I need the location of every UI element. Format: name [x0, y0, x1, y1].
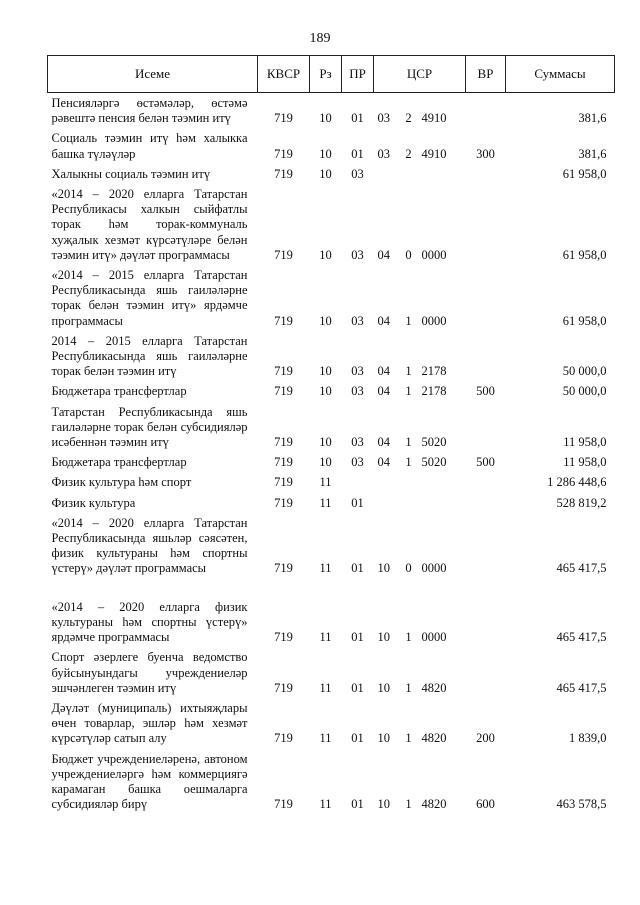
budget-table: [47, 55, 615, 814]
row-name: Халыкны социаль тәэмин итү: [51, 166, 211, 181]
row-rz: 10: [319, 247, 332, 262]
row-sum: 1 286 448,6: [547, 475, 607, 490]
row-csr-subprogram: 1: [405, 630, 412, 645]
row-csr-subprogram: 1: [405, 455, 412, 470]
row-vr: [466, 493, 506, 513]
row-csr-direction: [420, 493, 466, 513]
row-csr-program: [374, 493, 398, 513]
row-csr-direction: 0000: [421, 630, 447, 645]
row-csr-direction: 4820: [421, 797, 447, 812]
row-csr-program: 10: [377, 797, 390, 812]
row-sum: 61 958,0: [562, 313, 607, 328]
table-row: [48, 184, 615, 265]
table-row: [48, 698, 615, 749]
row-csr-program: 04: [377, 247, 390, 262]
row-rz: 11: [319, 797, 332, 812]
row-csr-subprogram: 0: [405, 561, 412, 576]
row-sum: 465 417,5: [556, 561, 607, 576]
row-csr-direction: [420, 164, 466, 184]
row-csr-direction: 4910: [421, 111, 447, 126]
row-pr: 03: [351, 313, 364, 328]
table-row: [48, 452, 615, 472]
row-csr-subprogram: 0: [405, 247, 412, 262]
row-kvsr: 719: [274, 630, 293, 645]
row-kvsr: 719: [274, 384, 293, 399]
row-csr-subprogram: [398, 164, 420, 184]
row-csr-subprogram: 2: [405, 111, 412, 126]
table-row: [48, 402, 615, 453]
row-csr-subprogram: 1: [405, 384, 412, 399]
table-row: [48, 164, 615, 184]
row-sum: 11 958,0: [563, 455, 607, 470]
row-csr-subprogram: 1: [405, 313, 412, 328]
header-rz: Рз: [310, 56, 342, 93]
row-sum: 11 958,0: [563, 435, 607, 450]
row-vr: 600: [476, 797, 495, 812]
row-rz: 11: [319, 495, 332, 510]
row-pr: 03: [351, 247, 364, 262]
row-csr-direction: 0000: [421, 247, 447, 262]
row-sum: 381,6: [578, 146, 607, 161]
row-csr-program: [374, 164, 398, 184]
row-name: Пенсияләргә өстәмәләр, өстәмә рәвештә пенсия белән тәэмин итү: [51, 96, 248, 126]
row-pr: [342, 472, 374, 492]
row-name: «2014 – 2020 елларга Татарстан Республикасында яшьләр сәясәтен, физик культураны һәм спортны үстерү» дәүләт программасы: [51, 515, 248, 576]
row-kvsr: 719: [274, 495, 293, 510]
row-vr: [466, 265, 506, 331]
row-sum: 381,6: [578, 111, 607, 126]
table-body: [48, 93, 615, 815]
row-name: Татарстан Республикасында яшь гаиләләрне торак белән субсидияләр исәбеннән тәэмин итү: [51, 404, 248, 450]
row-name: «2014 – 2020 елларга физик культураны һәм спортны үстерү» ярдәмче программасы: [51, 599, 248, 645]
row-kvsr: 719: [274, 561, 293, 576]
header-name: Исеме: [48, 56, 258, 93]
row-kvsr: 719: [274, 731, 293, 746]
row-name: «2014 – 2015 елларга Татарстан Республикасында яшь гаиләләрне торак белән тәэмин итү» ярдәмче программасы: [51, 268, 248, 328]
row-spacer: [48, 579, 615, 597]
row-csr-program: 03: [377, 146, 390, 161]
row-name: Дәүләт (муниципаль) ихтыяҗлары өчен товарлар, эшләр һәм хезмәт күрсәтүләр сатып алу: [51, 700, 248, 746]
row-pr: 01: [351, 561, 364, 576]
row-kvsr: 719: [274, 680, 293, 695]
row-csr-subprogram: 1: [405, 364, 412, 379]
row-pr: 03: [351, 384, 364, 399]
header-csr: ЦСР: [374, 56, 466, 93]
row-csr-program: 03: [377, 111, 390, 126]
row-csr-direction: 0000: [421, 313, 447, 328]
row-csr-program: 04: [377, 455, 390, 470]
row-name: Бюджетара трансфертлар: [51, 384, 187, 399]
row-rz: 11: [319, 680, 332, 695]
row-kvsr: 719: [274, 166, 293, 181]
row-pr: 01: [351, 680, 364, 695]
row-sum: 465 417,5: [556, 680, 607, 695]
row-pr: 01: [351, 146, 364, 161]
table-row: [48, 597, 615, 648]
row-vr: [466, 331, 506, 382]
row-kvsr: 719: [274, 146, 293, 161]
row-vr: 500: [476, 455, 495, 470]
row-rz: 11: [319, 731, 332, 746]
row-csr-direction: 4820: [421, 680, 447, 695]
row-csr-direction: [420, 472, 466, 492]
row-csr-subprogram: 1: [405, 680, 412, 695]
table-header: [48, 56, 615, 93]
row-csr-subprogram: [398, 493, 420, 513]
row-vr: [466, 402, 506, 453]
row-rz: 11: [319, 475, 332, 490]
row-sum: 465 417,5: [556, 630, 607, 645]
row-vr: [466, 597, 506, 648]
row-csr-subprogram: 1: [405, 797, 412, 812]
table-row: [48, 331, 615, 382]
header-vr: ВР: [466, 56, 506, 93]
row-pr: 03: [351, 435, 364, 450]
row-csr-subprogram: [398, 472, 420, 492]
header-sum: Суммасы: [506, 56, 615, 93]
row-kvsr: 719: [274, 455, 293, 470]
row-sum: 463 578,5: [556, 797, 607, 812]
row-rz: 11: [319, 561, 332, 576]
row-sum: 50 000,0: [562, 384, 607, 399]
row-csr-program: 04: [377, 364, 390, 379]
row-name: «2014 – 2020 елларга Татарстан Республикасы халкын сыйфатлы торак һәм торак-коммуналь хуҗалык хезмәт күрсәтүләре белән тәэмин итү» дәүләт программасы: [51, 187, 248, 262]
row-pr: 01: [351, 111, 364, 126]
row-name: Социаль тәэмин итү һәм халыкка башка түләүләр: [51, 131, 248, 161]
row-vr: [466, 647, 506, 698]
row-pr: 03: [351, 364, 364, 379]
row-csr-subprogram: 2: [405, 146, 412, 161]
row-pr: 01: [351, 731, 364, 746]
row-kvsr: 719: [274, 313, 293, 328]
row-name: Бюджет учреждениеләренә, автоном учреждениеләргә һәм коммерциягә карамаган башка оешмаларга субсидияләр бирү: [51, 751, 248, 812]
row-sum: 528 819,2: [556, 495, 607, 510]
row-kvsr: 719: [274, 435, 293, 450]
row-csr-program: 04: [377, 384, 390, 399]
table-row: [48, 513, 615, 579]
row-csr-program: 10: [377, 680, 390, 695]
table-row: [48, 493, 615, 513]
row-pr: 01: [351, 630, 364, 645]
table-row: [48, 265, 615, 331]
row-sum: 61 958,0: [562, 166, 607, 181]
row-vr: [466, 164, 506, 184]
row-rz: 10: [319, 364, 332, 379]
row-csr-direction: 2178: [421, 364, 447, 379]
row-name: Физик культура: [51, 495, 136, 510]
row-rz: 10: [319, 384, 332, 399]
row-pr: 03: [351, 455, 364, 470]
row-name: 2014 – 2015 елларга Татарстан Республикасында яшь гаиләләрне торак белән тәэмин итү: [51, 333, 248, 379]
row-kvsr: 719: [274, 797, 293, 812]
table-row: [48, 472, 615, 492]
row-csr-direction: 5020: [421, 435, 447, 450]
row-rz: 10: [319, 313, 332, 328]
row-csr-direction: 2178: [421, 384, 447, 399]
page-number: 189: [309, 31, 331, 46]
row-csr-direction: 4910: [421, 146, 447, 161]
row-csr-direction: 5020: [421, 455, 447, 470]
row-kvsr: 719: [274, 364, 293, 379]
row-sum: 50 000,0: [562, 364, 607, 379]
row-csr-direction: 4820: [421, 731, 447, 746]
row-vr: [466, 513, 506, 579]
table-row: [48, 128, 615, 163]
row-name: Спорт әзерлеге буенча ведомство буйсынуындагы учреждениеләр эшчәнлеген тәэмин итү: [51, 650, 248, 695]
row-vr: [466, 93, 506, 129]
row-csr-program: 10: [377, 630, 390, 645]
row-name: Бюджетара трансфертлар: [51, 455, 187, 470]
row-csr-program: 04: [377, 435, 390, 450]
row-vr: 500: [476, 384, 495, 399]
table-row: [48, 381, 615, 401]
row-csr-program: 04: [377, 313, 390, 328]
row-vr: [466, 184, 506, 265]
row-name: Физик культура һәм спорт: [51, 475, 192, 490]
row-rz: 10: [319, 455, 332, 470]
row-pr: 01: [351, 797, 364, 812]
row-csr-program: [374, 472, 398, 492]
row-csr-direction: 0000: [421, 561, 447, 576]
row-csr-program: 10: [377, 731, 390, 746]
row-rz: 10: [319, 111, 332, 126]
table-row: [48, 749, 615, 815]
row-sum: 1 839,0: [569, 731, 607, 746]
table-row: [48, 647, 615, 698]
row-vr: [466, 472, 506, 492]
row-kvsr: 719: [274, 111, 293, 126]
row-rz: 10: [319, 435, 332, 450]
row-csr-subprogram: 1: [405, 435, 412, 450]
row-rz: 10: [319, 146, 332, 161]
row-kvsr: 719: [274, 247, 293, 262]
row-spacer-cell: [48, 579, 615, 597]
row-vr: 300: [476, 146, 495, 161]
row-vr: 200: [476, 731, 495, 746]
header-pr: ПР: [342, 56, 374, 93]
row-csr-subprogram: 1: [405, 731, 412, 746]
row-csr-program: 10: [377, 561, 390, 576]
row-pr: 03: [351, 166, 364, 181]
header-kvsr: КВСР: [258, 56, 310, 93]
row-sum: 61 958,0: [562, 247, 607, 262]
row-kvsr: 719: [274, 475, 293, 490]
row-pr: 01: [351, 495, 364, 510]
table-row: [48, 93, 615, 129]
row-rz: 11: [319, 630, 332, 645]
row-rz: 10: [319, 166, 332, 181]
